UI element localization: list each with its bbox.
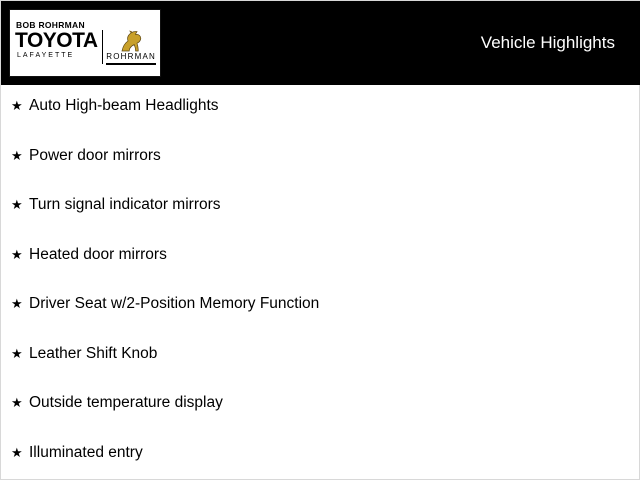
star-icon: ★ — [11, 444, 29, 462]
logo-group-block — [106, 30, 156, 65]
features-list — [1, 85, 640, 493]
list-item — [1, 345, 640, 395]
list-item — [1, 196, 640, 246]
logo-city-name: LAFAYETTE — [15, 51, 74, 61]
list-item-label: Heated door mirrors — [29, 246, 167, 264]
list-item — [1, 394, 640, 444]
star-icon: ★ — [11, 246, 29, 264]
star-icon: ★ — [11, 196, 29, 214]
list-item — [1, 97, 640, 147]
page-header — [1, 1, 640, 85]
logo-dealer-name: BOB ROHRMAN — [14, 21, 156, 30]
star-icon: ★ — [11, 147, 29, 165]
list-item-label: Driver Seat w/2-Position Memory Function — [29, 295, 319, 313]
star-icon: ★ — [11, 295, 29, 313]
list-item-label: Leather Shift Knob — [29, 345, 157, 363]
logo-main-row — [14, 30, 156, 65]
dealer-logo — [9, 9, 161, 77]
logo-brand-block — [14, 30, 98, 61]
list-item-label: Turn signal indicator mirrors — [29, 196, 221, 214]
star-icon: ★ — [11, 394, 29, 412]
logo-brand-name: TOYOTA — [15, 30, 98, 51]
rearing-horse-icon — [116, 30, 146, 52]
list-item — [1, 246, 640, 296]
logo-group-name: ROHRMAN — [106, 52, 156, 62]
list-item-label: Auto High-beam Headlights — [29, 97, 219, 115]
list-item-label: Illuminated entry — [29, 444, 143, 462]
list-item-label: Power door mirrors — [29, 147, 161, 165]
list-item-label: Outside temperature display — [29, 394, 223, 412]
star-icon: ★ — [11, 97, 29, 115]
logo-divider — [102, 30, 103, 64]
page-title: Vehicle Highlights — [481, 33, 615, 53]
list-item — [1, 444, 640, 493]
list-item — [1, 295, 640, 345]
star-icon: ★ — [11, 345, 29, 363]
list-item — [1, 147, 640, 197]
logo-underline — [106, 63, 156, 65]
